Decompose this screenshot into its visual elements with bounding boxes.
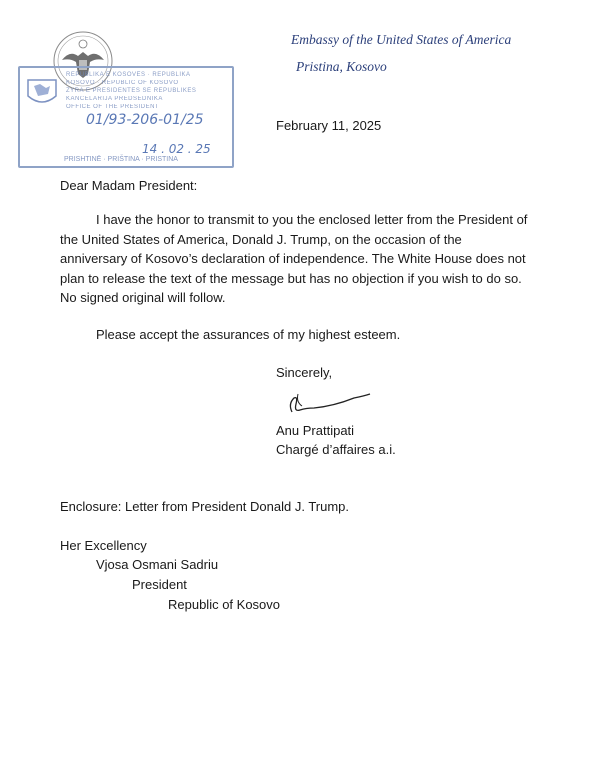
recipient-name: Vjosa Osmani Sadriu [96,557,219,572]
handwritten-signature [284,386,374,420]
received-stamp [18,66,234,168]
stamp-line: KOSOVO · REPUBLIC OF KOSOVO [66,80,179,86]
letter-date: February 11, 2025 [276,118,382,133]
embassy-name: Embassy of the United States of America [291,32,512,47]
stamp-line: KANCELARIJA PREDSEDNIKA [66,96,163,102]
valediction: Sincerely, [276,365,333,380]
enclosure-note: Enclosure: Letter from President Donald J. Trump. [60,499,350,514]
signer-name: Anu Prattipati [276,423,355,438]
stamp-footer: PRISHTINË · PRIŠTINA · PRISTINA [64,156,178,163]
recipient-country: Republic of Kosovo [168,597,281,612]
body-text: I have the honor to transmit to you the enclosed letter from the President of the United States of America, Donald J. Trump, on the occasion of the anniversary of Kosovo’s declaration of independence. The White House does not plan to release the text of the message but has no objection if you wish to do so. No signed original will follow. [60,212,528,305]
closing-line: Please accept the assurances of my highest esteem. [96,327,401,342]
stamp-line: REPUBLIKA E KOSOVËS · REPUBLIKA [66,72,191,78]
stamp-reference-number: 01/93-206-01/25 [86,112,204,128]
stamp-line: OFFICE OF THE PRESIDENT [66,104,160,110]
salutation: Dear Madam President: [60,178,198,193]
kosovo-emblem-icon [24,74,60,110]
stamp-line: ZYRA E PRESIDENTES SË REPUBLIKËS [66,88,197,94]
body-paragraph [60,210,530,308]
stamp-date: 14 . 02 . 25 [142,142,211,156]
recipient-honorific: Her Excellency [60,538,147,553]
signer-title: Chargé d’affaires a.i. [276,442,396,457]
recipient-title: President [132,577,187,592]
embassy-location: Pristina, Kosovo [296,59,387,74]
